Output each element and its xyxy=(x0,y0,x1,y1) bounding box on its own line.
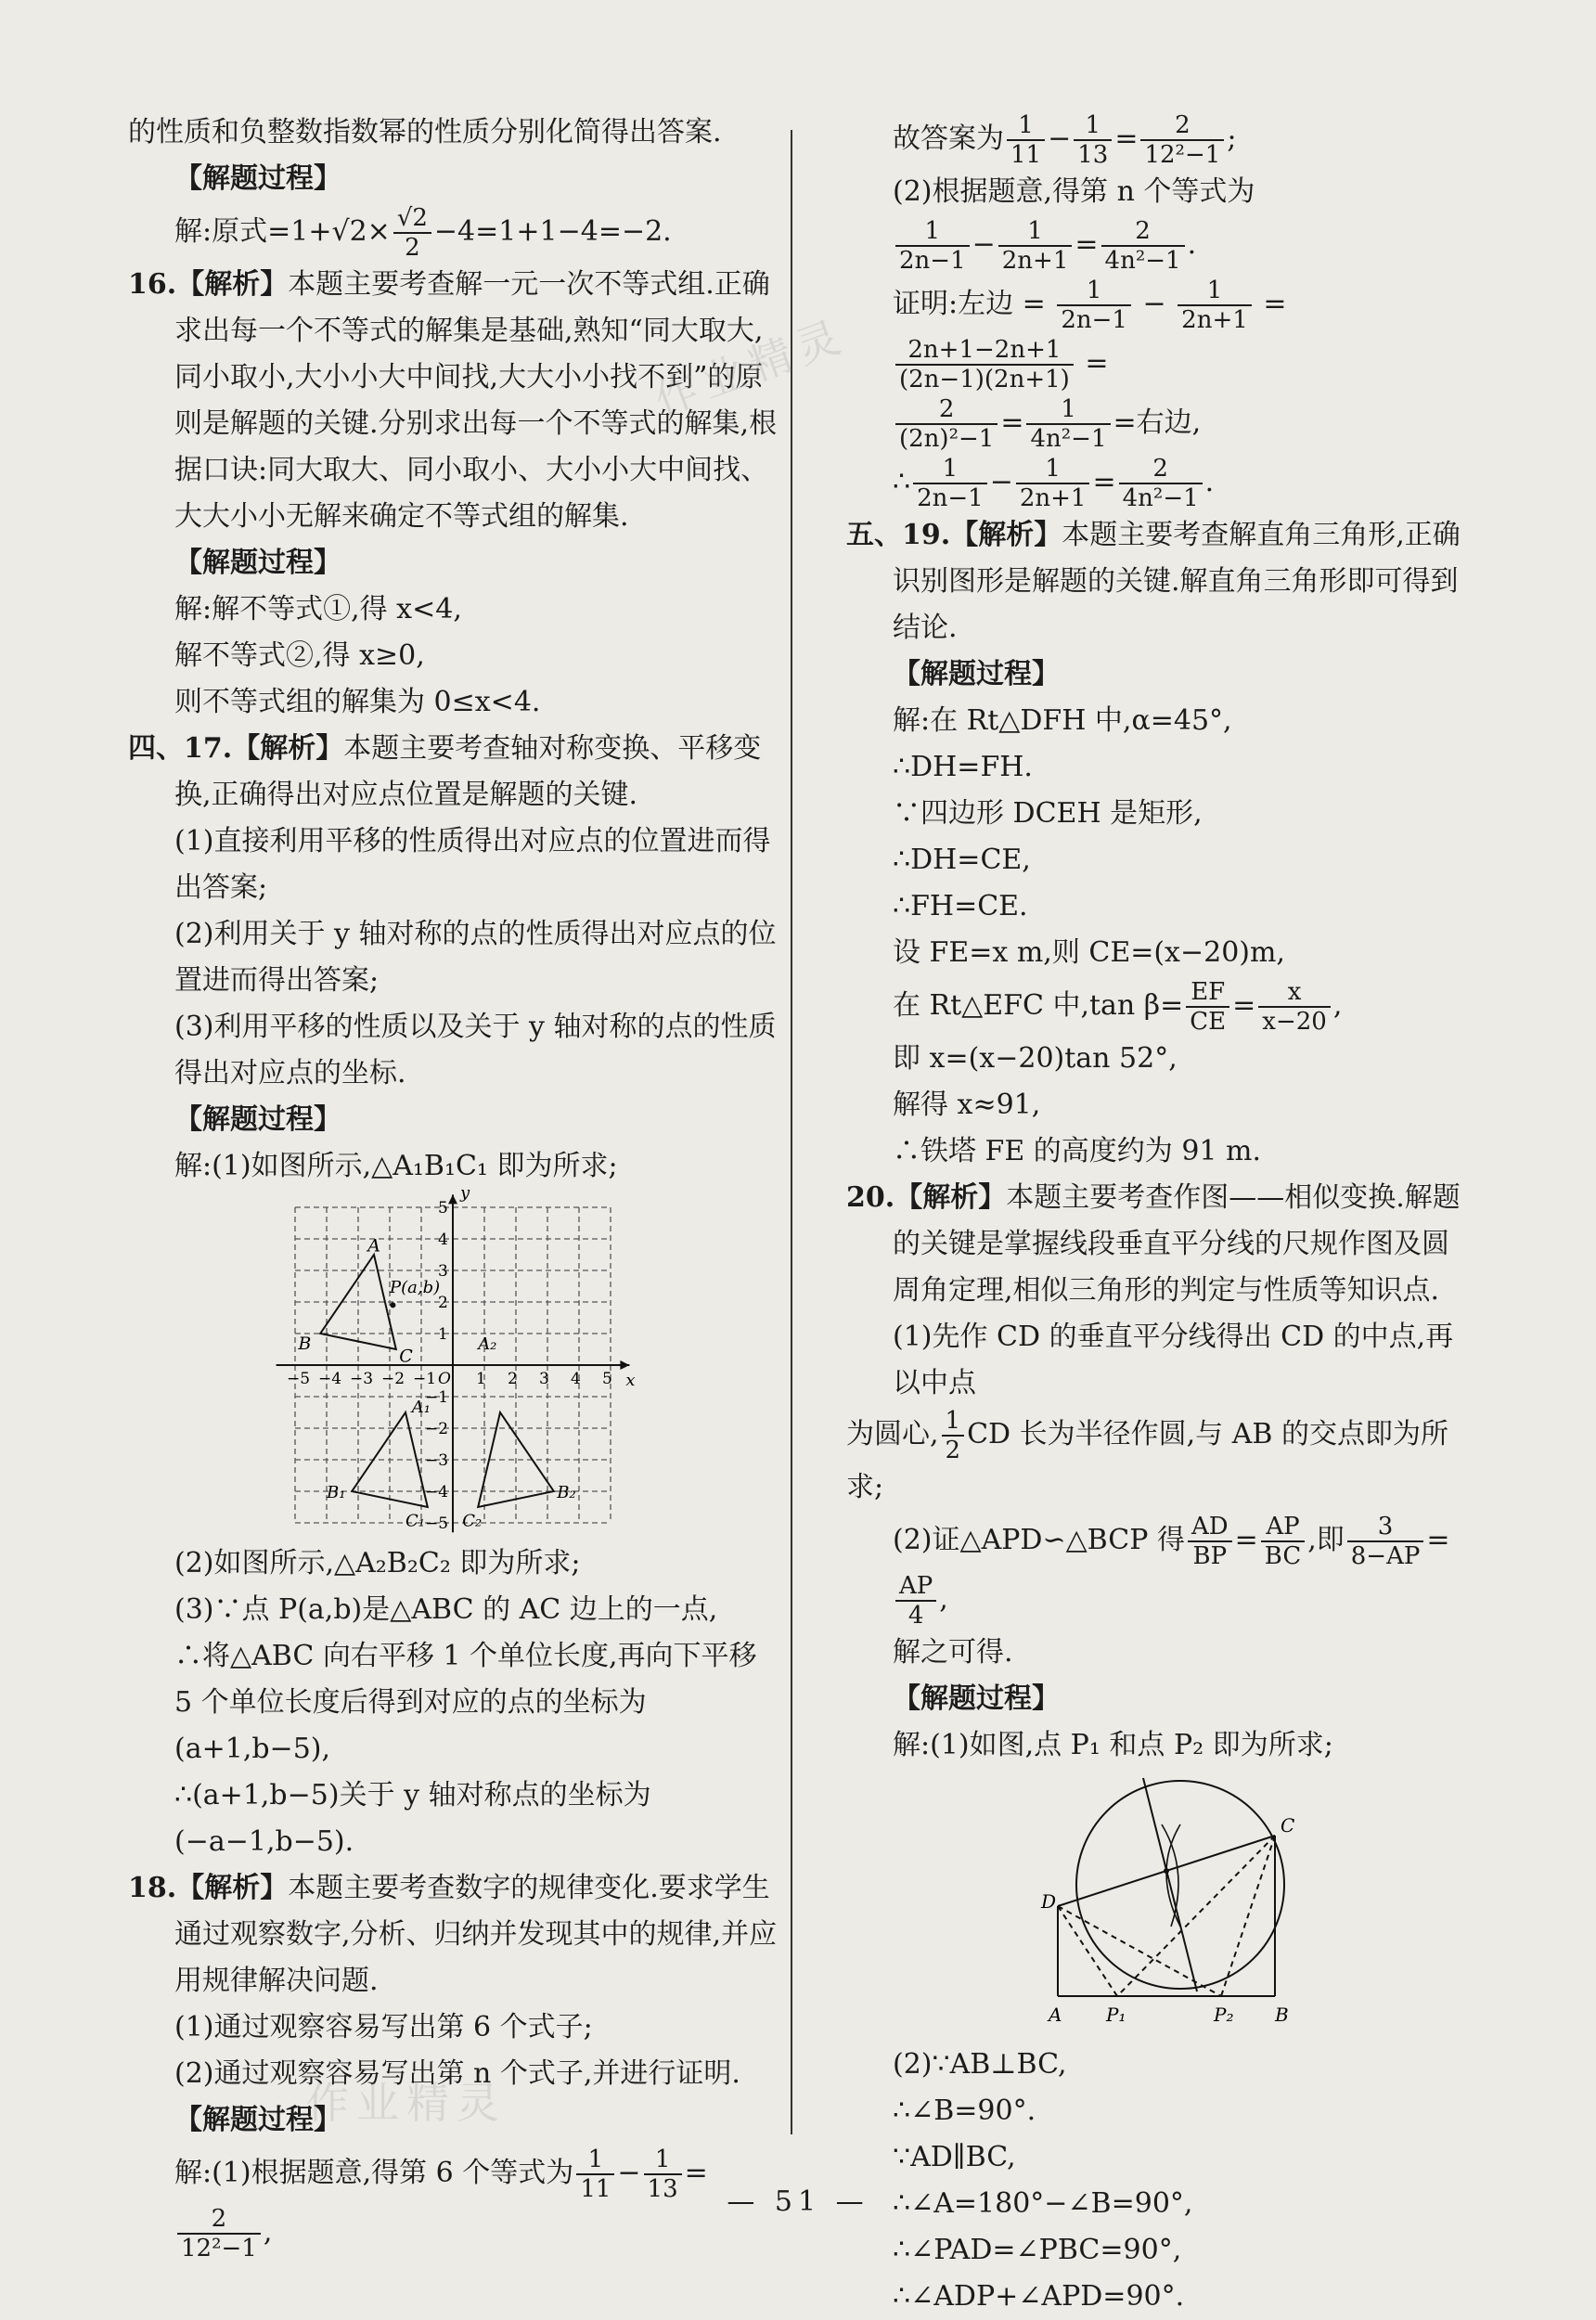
math-text: = xyxy=(1254,288,1287,320)
denominator: 11 xyxy=(1010,141,1042,169)
math-text: = xyxy=(684,2157,708,2189)
fraction xyxy=(1007,111,1045,169)
numerator: 1 xyxy=(1074,111,1112,141)
text-line: ∴∠B=90°. xyxy=(893,2094,1036,2127)
fraction xyxy=(998,217,1073,275)
fraction xyxy=(913,455,987,512)
label-A: A xyxy=(1049,2004,1062,2026)
text-line: 解:(1)如图所示,△A₁B₁C₁ 即为所求; xyxy=(174,1150,618,1182)
x-tick-label: 5 xyxy=(602,1370,612,1388)
arc-mark xyxy=(1162,1824,1178,1927)
analysis-tag: 【解析】 xyxy=(950,519,1062,551)
analysis-q19 xyxy=(846,512,1468,651)
x-axis-label: x xyxy=(625,1371,636,1390)
label-B: B xyxy=(298,1334,312,1354)
text-line: 【解题过程】 xyxy=(174,162,341,195)
text-line xyxy=(846,215,1468,275)
numerator: 2 xyxy=(177,2205,261,2235)
numerator: 1 xyxy=(1178,277,1252,306)
fraction xyxy=(1261,1513,1305,1570)
text-line xyxy=(846,275,1468,393)
text-line: (3)∵点 P(a,b)是△ABC 的 AC 边上的一点, xyxy=(174,1593,718,1626)
fraction xyxy=(1101,217,1185,275)
numerator: 1 xyxy=(1026,395,1110,425)
text-line: ∵四边形 DCEH 是矩形, xyxy=(893,797,1203,830)
denominator: (2n−1)(2n+1) xyxy=(899,366,1070,393)
numerator: 1 xyxy=(895,217,970,247)
denominator: 12²−1 xyxy=(1144,141,1221,169)
label-A: A xyxy=(367,1235,380,1257)
analysis-text: 本题主要考查作图——相似变换.解题的关键是掌握线段垂直平分线的尺规作图及圆周角定理,相似三角形的判定与性质等知识点. xyxy=(893,1181,1461,1307)
text-line: 【解题过程】 xyxy=(893,658,1060,690)
y-tick-label: −4 xyxy=(425,1483,449,1502)
perpendicular-bisector xyxy=(1143,1778,1197,1991)
page-number: — 51 — xyxy=(727,2185,869,2218)
numerator: 1 xyxy=(1016,455,1090,484)
math-text: 证明:左边 = xyxy=(893,288,1055,320)
math-text: = xyxy=(1234,1524,1258,1556)
midpoint xyxy=(1164,1868,1169,1874)
denominator: 2 xyxy=(405,234,420,262)
denominator: BC xyxy=(1264,1542,1302,1570)
text-line: 的性质和负整数指数幂的性质分别化简得出答案. xyxy=(128,116,722,148)
label-C2: C₂ xyxy=(462,1511,483,1531)
analysis-text: 本题主要考查轴对称变换、平移变换,正确得出对应点位置是解题的关键. xyxy=(174,732,762,811)
analysis-q20 xyxy=(846,1175,1468,1314)
math-text: − xyxy=(972,228,996,261)
x-tick-label: −4 xyxy=(318,1370,342,1388)
question-number: 20. xyxy=(846,1181,895,1214)
math-text: , xyxy=(263,2216,273,2249)
text-line: ∴将△ABC 向右平移 1 个单位长度,再向下平移 5 个单位长度后得到对应的点的坐标为(a+1,b−5), xyxy=(174,1640,757,1765)
denominator: 12²−1 xyxy=(181,2235,257,2262)
numerator: AP xyxy=(895,1572,936,1602)
label-B: B xyxy=(1275,2004,1289,2026)
fraction xyxy=(895,395,998,453)
text-line: 即 x=(x−20)tan 52°, xyxy=(893,1042,1178,1075)
analysis-q18 xyxy=(128,1865,778,2004)
left-column xyxy=(128,110,778,2262)
denominator: 2 xyxy=(945,1437,961,1464)
text-line: 【解题过程】 xyxy=(174,1103,341,1136)
y-tick-label: 2 xyxy=(438,1294,448,1312)
label-P1: P₁ xyxy=(1106,2004,1126,2026)
text-line: 解:解不等式①,得 x<4, xyxy=(174,593,462,625)
analysis-q17 xyxy=(128,726,778,818)
math-text: ; xyxy=(1227,122,1237,155)
watermark: 作业精灵 xyxy=(306,2078,507,2128)
denominator: 4 xyxy=(907,1602,924,1630)
numerator: 2 xyxy=(895,395,998,425)
denominator: 4n²−1 xyxy=(1122,484,1199,512)
y-axis-arrow xyxy=(448,1194,457,1204)
math-text: −4=1+1−4=−2. xyxy=(433,215,672,248)
denominator: 13 xyxy=(1077,141,1109,169)
circle-construction-figure xyxy=(1032,1769,1329,2038)
text-line: 【解题过程】 xyxy=(893,1682,1060,1715)
math-text: 为圆心, xyxy=(846,1418,939,1450)
math-text: = xyxy=(1075,347,1109,380)
x-tick-label: 2 xyxy=(508,1370,518,1388)
segment-CP1 xyxy=(1117,1836,1275,1996)
text-line xyxy=(846,1511,1468,1630)
x-tick-label: 3 xyxy=(539,1370,549,1388)
numerator: x xyxy=(1258,978,1331,1008)
numerator: 1 xyxy=(913,455,987,484)
label-A1: A₁ xyxy=(411,1398,431,1417)
text-line: ∴FH=CE. xyxy=(893,890,1028,922)
text-line: (3)利用平移的性质以及关于 y 轴对称的点的性质得出对应点的坐标. xyxy=(174,1011,777,1089)
fraction xyxy=(1140,111,1224,169)
question-number: 四、17. xyxy=(128,732,233,765)
denominator: 4n²−1 xyxy=(1030,425,1107,453)
fraction xyxy=(393,204,431,262)
label-B1: B₁ xyxy=(327,1482,346,1502)
text-line: ∴∠ADP+∠APD=90°. xyxy=(893,2280,1185,2313)
denominator: (2n)²−1 xyxy=(899,425,995,453)
y-tick-label: −3 xyxy=(425,1451,449,1470)
text-line xyxy=(846,1407,1468,1511)
y-tick-label: 3 xyxy=(438,1262,448,1281)
math-text: − xyxy=(1133,288,1176,320)
denominator: CE xyxy=(1190,1008,1227,1036)
math-text: 解:(1)根据题意,得第 6 个等式为 xyxy=(174,2157,574,2189)
math-text: ∴ xyxy=(893,466,911,498)
math-text: . xyxy=(1204,466,1215,498)
text-line: 解得 x≈91, xyxy=(893,1089,1041,1121)
analysis-tag: 【解析】 xyxy=(176,268,289,301)
y-tick-label: 4 xyxy=(438,1231,448,1249)
text-line: 解之可得. xyxy=(893,1636,1013,1669)
math-text: − xyxy=(1048,122,1072,155)
text-line xyxy=(128,202,778,262)
fraction xyxy=(1026,395,1110,453)
numerator: √2 xyxy=(393,204,431,234)
numerator: 1 xyxy=(942,1407,965,1437)
text-line: ∴(a+1,b−5)关于 y 轴对称点的坐标为(−a−1,b−5). xyxy=(174,1779,651,1858)
numerator: 2 xyxy=(1140,111,1224,141)
fraction xyxy=(1178,277,1252,334)
text-line: 则不等式组的解集为 0≤x<4. xyxy=(174,686,541,718)
y-tick-label: −2 xyxy=(425,1420,449,1438)
math-text: CD 长为半径作圆,与 AB 的交点即为所求; xyxy=(846,1418,1448,1503)
analysis-text: 本题主要考查解一元一次不等式组.正确求出每一个不等式的解集是基础,熟知“同大取大,同小取小,大小小大中间找,大大小小找不到”的原则是解题的关键.分别求出每一个不等式的解集,根据口诀:同大取大、同小取小、大小小大中间找、大大小小无解来确定不等式组的解集. xyxy=(174,268,778,533)
label-B2: B₂ xyxy=(557,1482,576,1502)
math-text: , xyxy=(1332,989,1343,1022)
fraction xyxy=(1186,978,1229,1036)
denominator: 2n−1 xyxy=(1061,306,1127,334)
text-line: (1)直接利用平移的性质得出对应点的位置进而得出答案; xyxy=(174,825,771,904)
watermark: 作业精灵 xyxy=(648,309,854,426)
denominator: BP xyxy=(1192,1542,1228,1570)
numerator: 2n+1−2n+1 xyxy=(895,336,1074,366)
text-line xyxy=(846,976,1468,1036)
math-text: = xyxy=(1114,122,1139,155)
question-number: 五、19. xyxy=(846,519,951,551)
numerator: 2 xyxy=(1101,217,1185,247)
denominator: 11 xyxy=(580,2175,611,2203)
fraction xyxy=(895,1572,936,1630)
denominator: 2n+1 xyxy=(1181,306,1248,334)
denominator: 8−AP xyxy=(1350,1542,1421,1570)
question-number: 16. xyxy=(128,268,177,301)
math-text: =右边, xyxy=(1113,406,1202,439)
denominator: 4n²−1 xyxy=(1104,247,1181,275)
numerator: 1 xyxy=(1057,277,1131,306)
point-P xyxy=(390,1302,395,1308)
analysis-tag: 【解析】 xyxy=(895,1181,1007,1214)
y-axis-label: y xyxy=(460,1182,470,1203)
text-line: ∴DH=FH. xyxy=(893,751,1033,783)
label-C: C xyxy=(399,1346,413,1367)
numerator: AP xyxy=(1261,1513,1305,1542)
text-line xyxy=(846,453,1468,512)
x-tick-label: −2 xyxy=(381,1370,405,1388)
denominator: 2n+1 xyxy=(1001,247,1069,275)
label-C: C xyxy=(1281,1814,1295,1837)
analysis-text: 本题主要考查数字的规律变化.要求学生通过观察数字,分析、归纳并发现其中的规律,并应用规律解决问题. xyxy=(174,1872,778,1997)
denominator: x−20 xyxy=(1262,1008,1327,1036)
analysis-tag: 【解析】 xyxy=(232,732,344,765)
text-line: (1)通过观察容易写出第 6 个式子; xyxy=(174,2011,593,2043)
text-line: (2)根据题意,得第 n 个等式为 xyxy=(893,175,1255,208)
circle xyxy=(1076,1781,1284,1989)
coordinate-grid-figure xyxy=(277,1182,636,1537)
text-line: 解:在 Rt△DFH 中,α=45°, xyxy=(893,704,1232,737)
text-line: ∵AD∥BC, xyxy=(893,2141,1016,2173)
origin-label: O xyxy=(438,1370,451,1388)
x-tick-label: −5 xyxy=(287,1370,311,1388)
label-C1: C₁ xyxy=(405,1511,425,1531)
column-divider xyxy=(791,130,792,2134)
math-text: 在 Rt△EFC 中,tan β= xyxy=(893,989,1184,1022)
fraction xyxy=(1074,111,1112,169)
x-tick-label: 1 xyxy=(476,1370,486,1388)
numerator: 1 xyxy=(998,217,1073,247)
math-text: − xyxy=(617,2157,641,2189)
question-number: 18. xyxy=(128,1872,177,1904)
text-line: ∴DH=CE, xyxy=(893,844,1031,876)
fraction xyxy=(1258,978,1331,1036)
numerator: AD xyxy=(1188,1513,1232,1542)
math-text: 解:原式=1+√2× xyxy=(174,215,391,248)
x-tick-label: 4 xyxy=(571,1370,581,1388)
text-line xyxy=(846,393,1468,453)
text-line: 【解题过程】 xyxy=(174,2104,341,2136)
x-tick-label: −3 xyxy=(350,1370,374,1388)
text-line: 解:(1)如图,点 P₁ 和点 P₂ 即为所求; xyxy=(893,1729,1333,1761)
text-line: 设 FE=x m,则 CE=(x−20)m, xyxy=(893,936,1285,969)
numerator: 1 xyxy=(644,2146,682,2175)
denominator: 2n−1 xyxy=(899,247,966,275)
numerator: 1 xyxy=(1007,111,1045,141)
analysis-tag: 【解析】 xyxy=(176,1872,289,1904)
x-tick-label: −1 xyxy=(413,1370,437,1388)
text-line: 解不等式②,得 x≥0, xyxy=(174,639,425,672)
math-text: = xyxy=(1075,228,1099,261)
text-line: (1)先作 CD 的垂直平分线得出 CD 的中点,再以中点 xyxy=(893,1321,1454,1399)
math-text: = xyxy=(1092,466,1116,498)
text-line xyxy=(846,110,1468,169)
x-axis-arrow xyxy=(620,1360,629,1370)
text-line: ∴∠PAD=∠PBC=90°, xyxy=(893,2234,1182,2266)
math-text: (2)证△APD∽△BCP 得 xyxy=(893,1524,1185,1556)
numerator: 3 xyxy=(1347,1513,1424,1542)
fraction xyxy=(1347,1513,1424,1570)
math-text: , xyxy=(939,1583,948,1616)
text-line: 【解题过程】 xyxy=(174,547,341,579)
fraction xyxy=(1119,455,1203,512)
numerator: EF xyxy=(1186,978,1229,1008)
numerator: 1 xyxy=(576,2146,614,2175)
analysis-text: 本题主要考查解直角三角形,正确识别图形是解题的关键.解直角三角形即可得到结论. xyxy=(893,519,1461,644)
math-text: = xyxy=(1232,989,1256,1022)
fraction xyxy=(1057,277,1131,334)
math-text: ,即 xyxy=(1307,1524,1345,1556)
fraction xyxy=(1016,455,1090,512)
math-text: . xyxy=(1187,228,1197,261)
y-tick-label: 5 xyxy=(438,1199,448,1218)
denominator: 13 xyxy=(647,2175,678,2203)
text-line: (2)通过观察容易写出第 n 个式子,并进行证明. xyxy=(174,2057,740,2090)
text-line: ∴铁塔 FE 的高度约为 91 m. xyxy=(893,1135,1262,1167)
y-tick-label: −5 xyxy=(425,1514,449,1533)
label-P2: P₂ xyxy=(1214,2004,1234,2026)
math-text: − xyxy=(989,466,1013,498)
denominator: 2n+1 xyxy=(1019,484,1087,512)
text-line: (2)如图所示,△A₂B₂C₂ 即为所求; xyxy=(174,1547,581,1579)
fraction xyxy=(895,217,970,275)
segment-DP1 xyxy=(1058,1906,1117,1996)
math-text: = xyxy=(1426,1524,1450,1556)
y-tick-label: −1 xyxy=(425,1388,449,1407)
label-P: P(a,b) xyxy=(390,1277,441,1297)
fraction xyxy=(942,1407,965,1464)
numerator: 2 xyxy=(1119,455,1203,484)
fraction xyxy=(1188,1513,1232,1570)
math-text: 故答案为 xyxy=(893,122,1004,155)
label-A2: A₂ xyxy=(478,1334,497,1354)
y-tick-label: 1 xyxy=(438,1325,448,1344)
math-text: = xyxy=(1000,406,1024,439)
text-line: (2)利用关于 y 轴对称的点的性质得出对应点的位置进而得出答案; xyxy=(174,918,777,997)
text-line: (2)∵AB⊥BC, xyxy=(893,2048,1067,2081)
fraction xyxy=(895,336,1074,393)
label-D: D xyxy=(1041,1890,1057,1913)
right-column xyxy=(846,110,1468,2320)
denominator: 2n−1 xyxy=(917,484,984,512)
segment-CP2 xyxy=(1221,1836,1275,1996)
text-line: ∴∠A=180°−∠B=90°, xyxy=(893,2187,1193,2220)
